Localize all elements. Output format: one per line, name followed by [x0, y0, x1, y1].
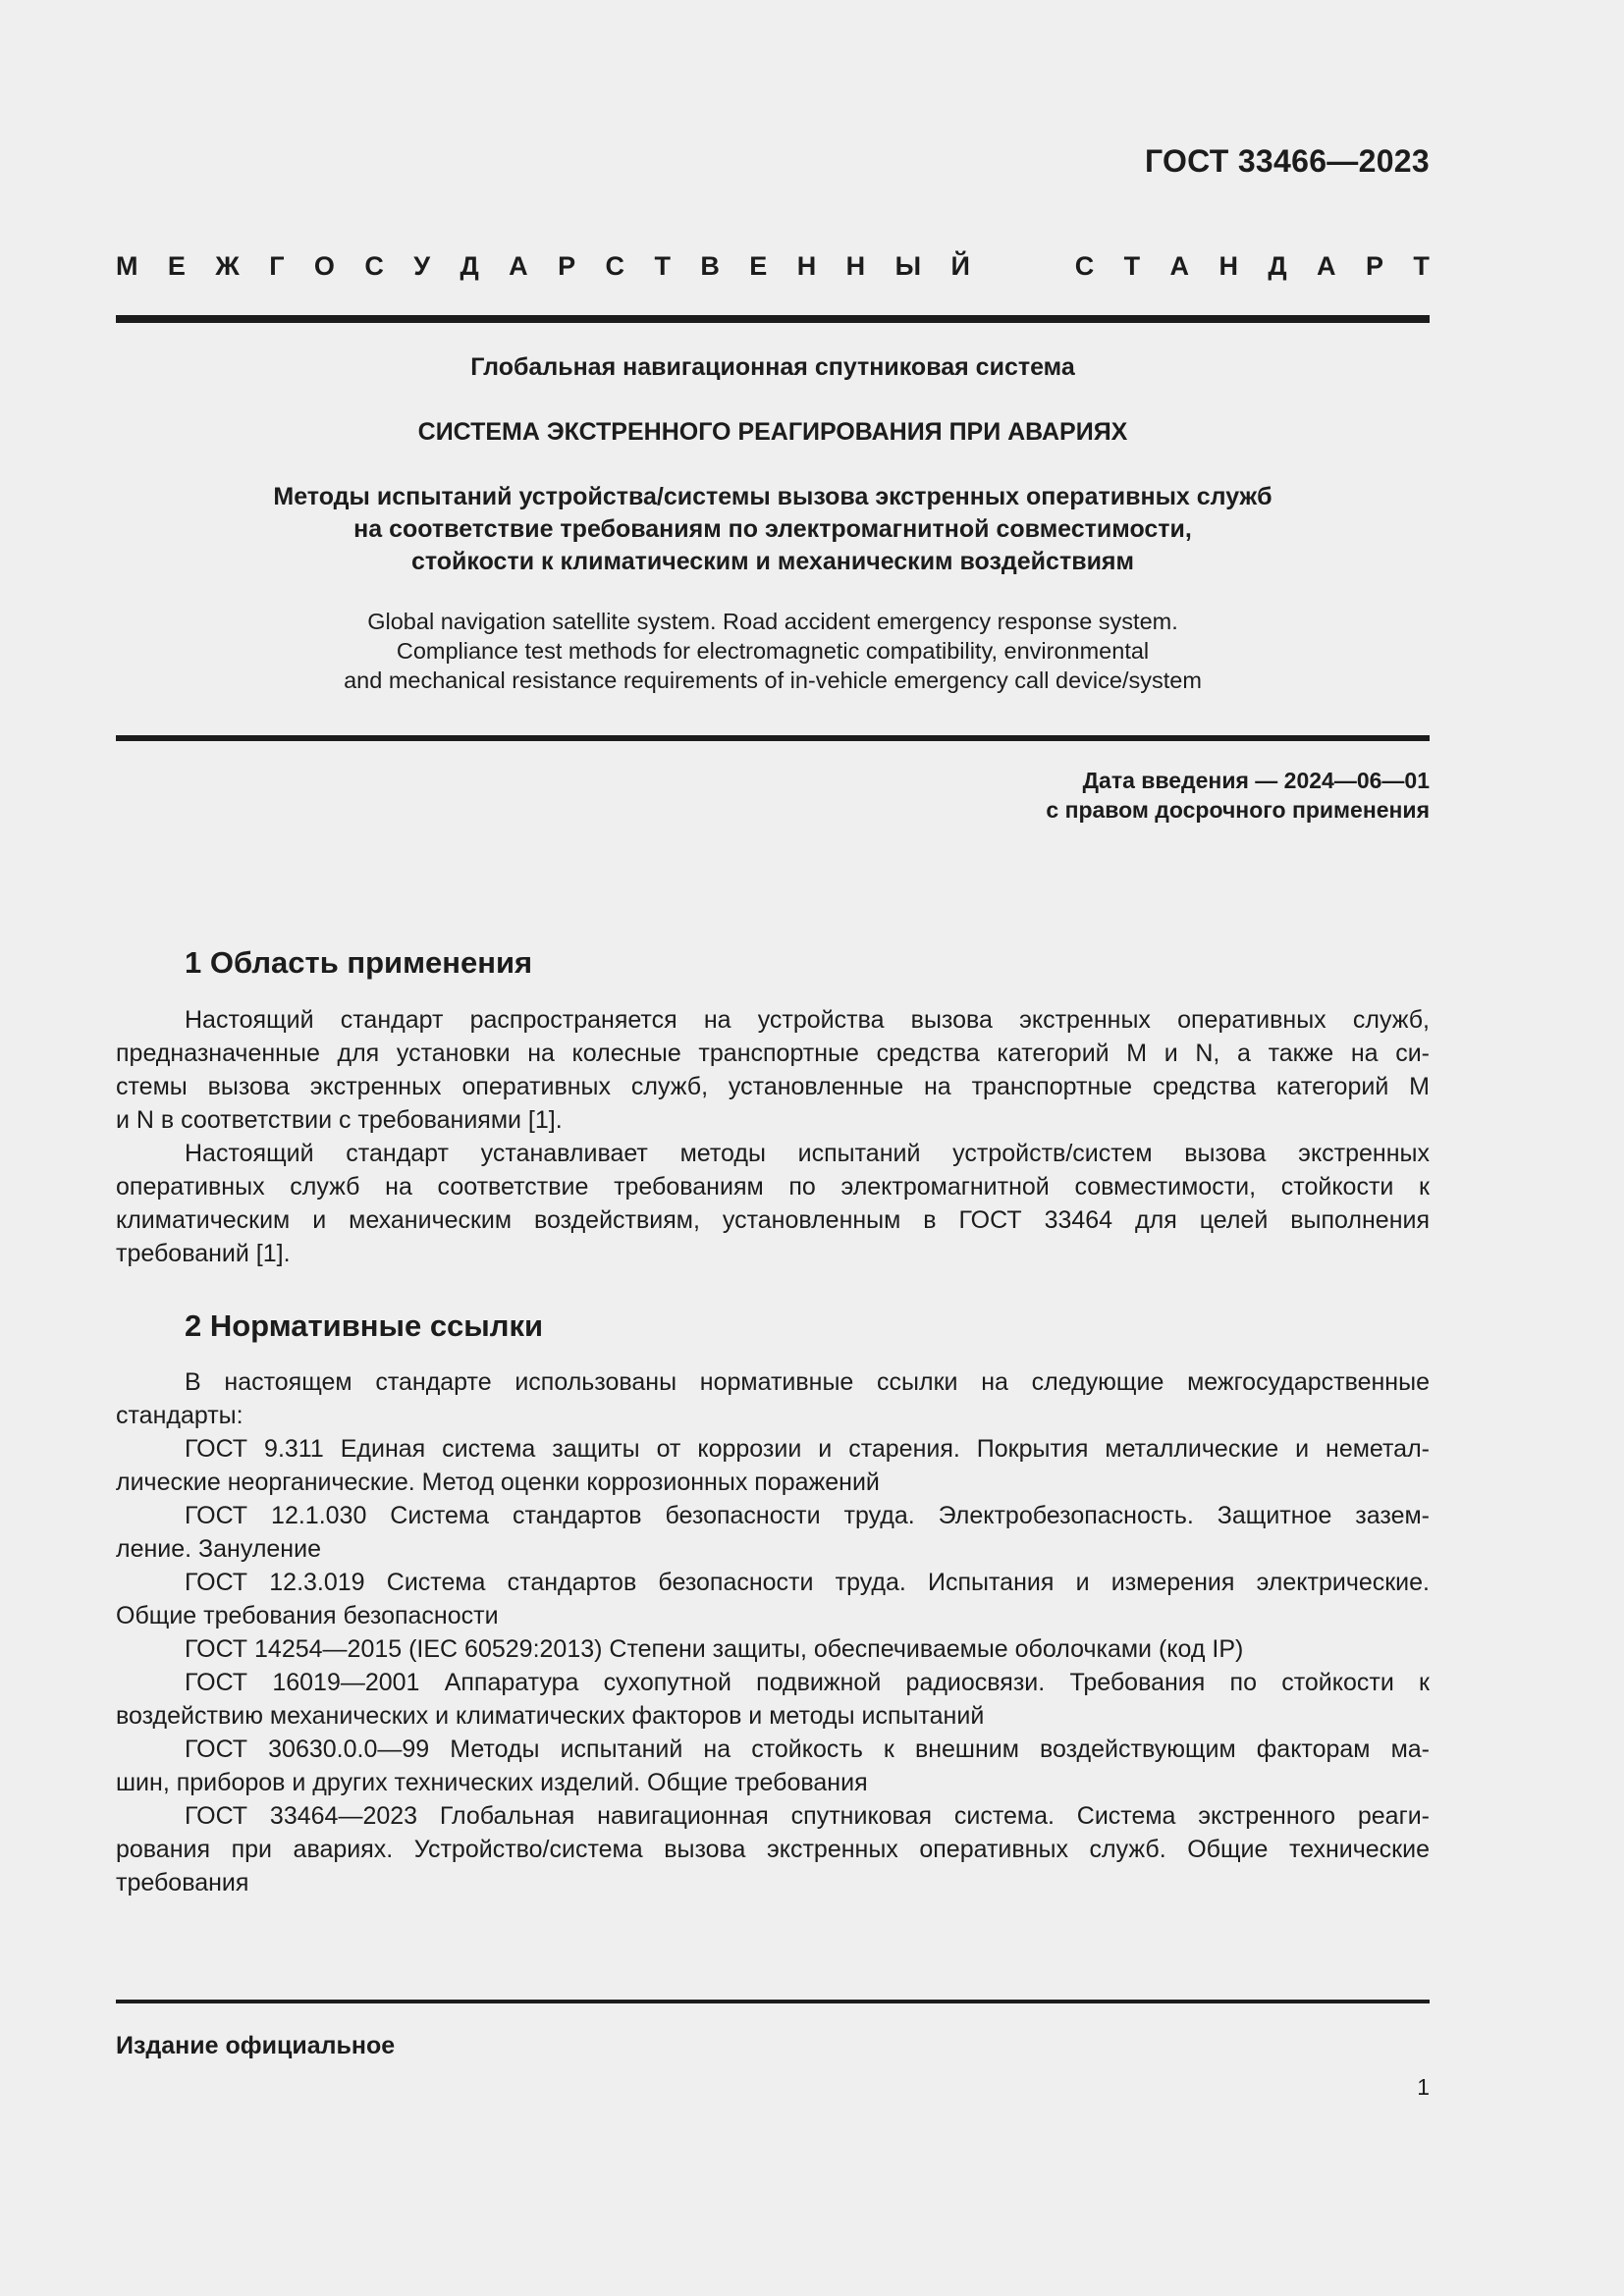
word-gap: [1000, 251, 1045, 285]
reference-line: ГОСТ 33464—2023 Глобальная навигационная спутниковая система. Система экстренного реаги-: [185, 1802, 1430, 1830]
section-1-body: [116, 1003, 1430, 1270]
reference-line: ГОСТ 30630.0.0—99 Методы испытаний на стойкость к внешним воздействующим факторам ма-: [185, 1735, 1430, 1763]
paragraph-line: В настоящем стандарте использованы нормативные ссылки на следующие межгосударственные: [185, 1368, 1430, 1396]
page-number: 1: [1417, 2074, 1430, 2100]
reference-line: ГОСТ 12.3.019 Система стандартов безопасности труда. Испытания и измерения электрические.: [185, 1569, 1430, 1596]
letter: С: [605, 251, 625, 281]
top-divider: [116, 315, 1430, 323]
paragraph-line: климатическим и механическим воздействиям, установленным в ГОСТ 33464 для целей выполнения: [116, 1206, 1430, 1234]
letter: Е: [167, 251, 186, 281]
official-edition-label: Издание официальное: [116, 2032, 396, 2059]
early-application-line: с правом досрочного применения: [1046, 797, 1430, 823]
english-title-line: and mechanical resistance requirements of in-vehicle emergency call device/system: [344, 667, 1202, 693]
english-title-line: Compliance test methods for electromagnetic compatibility, environmental: [396, 638, 1150, 664]
introduction-date-line: Дата введения — 2024—06—01: [1082, 768, 1430, 793]
reference-line: рования при авариях. Устройство/система вызова экстренных оперативных служб. Общие технические: [116, 1836, 1430, 1863]
letter: А: [1317, 251, 1336, 281]
middle-divider: [116, 735, 1430, 741]
paragraph-line: стемы вызова экстренных оперативных служб, установленные на транспортные средства категорий М: [116, 1073, 1430, 1100]
paragraph-line: Настоящий стандарт распространяется на устройства вызова экстренных оперативных служб,: [185, 1006, 1430, 1034]
letter: Д: [1268, 251, 1287, 281]
footer-divider: [116, 2000, 1430, 2003]
letter: Д: [460, 251, 479, 281]
section-2-body: [116, 1365, 1430, 1899]
document-number: ГОСТ 33466—2023: [1144, 143, 1430, 179]
letter: Н: [845, 251, 866, 281]
reference-line: лические неорганические. Метод оценки коррозионных поражений: [116, 1468, 880, 1496]
letter: Р: [558, 251, 576, 281]
paragraph-line: оперативных служб на соответствие требованиям по электромагнитной совместимости, стойкости к: [116, 1173, 1430, 1201]
reference-line: ГОСТ 9.311 Единая система защиты от коррозии и старения. Покрытия металлические и неметал-: [185, 1435, 1430, 1463]
letter: А: [1169, 251, 1190, 281]
letter: С: [364, 251, 384, 281]
letter: Ж: [215, 251, 240, 281]
reference-line: требования: [116, 1869, 249, 1896]
reference-line: ление. Зануление: [116, 1535, 321, 1563]
letter: Е: [749, 251, 768, 281]
letter: М: [116, 251, 138, 281]
letter: С: [1074, 251, 1095, 281]
letter: Г: [269, 251, 285, 281]
letter: Н: [1218, 251, 1238, 281]
english-title: [116, 607, 1430, 695]
letter: Т: [654, 251, 671, 281]
title-line-3-part: стойкости к климатическим и механическим воздействиям: [410, 548, 1135, 575]
reference-line: шин, приборов и других технических изделий. Общие требования: [116, 1769, 868, 1796]
letter: Т: [1413, 251, 1430, 281]
letter: В: [700, 251, 720, 281]
section-1-heading: 1 Область применения: [185, 945, 533, 980]
english-title-line: Global navigation satellite system. Road accident emergency response system.: [367, 609, 1178, 634]
interstate-standard-label: [116, 251, 1430, 285]
paragraph-line: требований [1].: [116, 1240, 291, 1267]
paragraph-line: и N в соответствии с требованиями [1].: [116, 1106, 563, 1134]
title-line-3-part: на соответствие требованиям по электромагнитной совместимости,: [353, 515, 1192, 543]
reference-line: Общие требования безопасности: [116, 1602, 499, 1629]
letter: У: [413, 251, 431, 281]
reference-line: воздействию механических и климатических факторов и методы испытаний: [116, 1702, 985, 1730]
letter: О: [313, 251, 335, 281]
section-2-heading: 2 Нормативные ссылки: [185, 1308, 544, 1343]
letter: Ы: [894, 251, 922, 281]
letter: Т: [1123, 251, 1141, 281]
paragraph-line: стандарты:: [116, 1402, 244, 1429]
reference-line: ГОСТ 16019—2001 Аппаратура сухопутной подвижной радиосвязи. Требования по стойкости к: [185, 1669, 1430, 1696]
reference-line: ГОСТ 12.1.030 Система стандартов безопасности труда. Электробезопасность. Защитное зазем-: [185, 1502, 1430, 1529]
title-line-3: [116, 481, 1430, 578]
letter: А: [509, 251, 528, 281]
reference-line: ГОСТ 14254—2015 (IEC 60529:2013) Степени защиты, обеспечиваемые оболочками (код IP): [185, 1635, 1244, 1663]
paragraph-line: Настоящий стандарт устанавливает методы испытаний устройств/систем вызова экстренных: [185, 1140, 1430, 1167]
paragraph-line: предназначенные для установки на колесные транспортные средства категорий М и N, а также на си-: [116, 1040, 1430, 1067]
title-line-1: Глобальная навигационная спутниковая система: [470, 353, 1075, 381]
letter: Й: [950, 251, 970, 281]
letter: Р: [1365, 251, 1383, 281]
letter: Н: [796, 251, 817, 281]
introduction-date: [1046, 766, 1430, 825]
title-line-3-part: Методы испытаний устройства/системы вызова экстренных оперативных служб: [273, 483, 1272, 510]
title-line-2: СИСТЕМА ЭКСТРЕННОГО РЕАГИРОВАНИЯ ПРИ АВАРИЯХ: [417, 418, 1128, 446]
document-page: [116, 0, 1430, 2296]
